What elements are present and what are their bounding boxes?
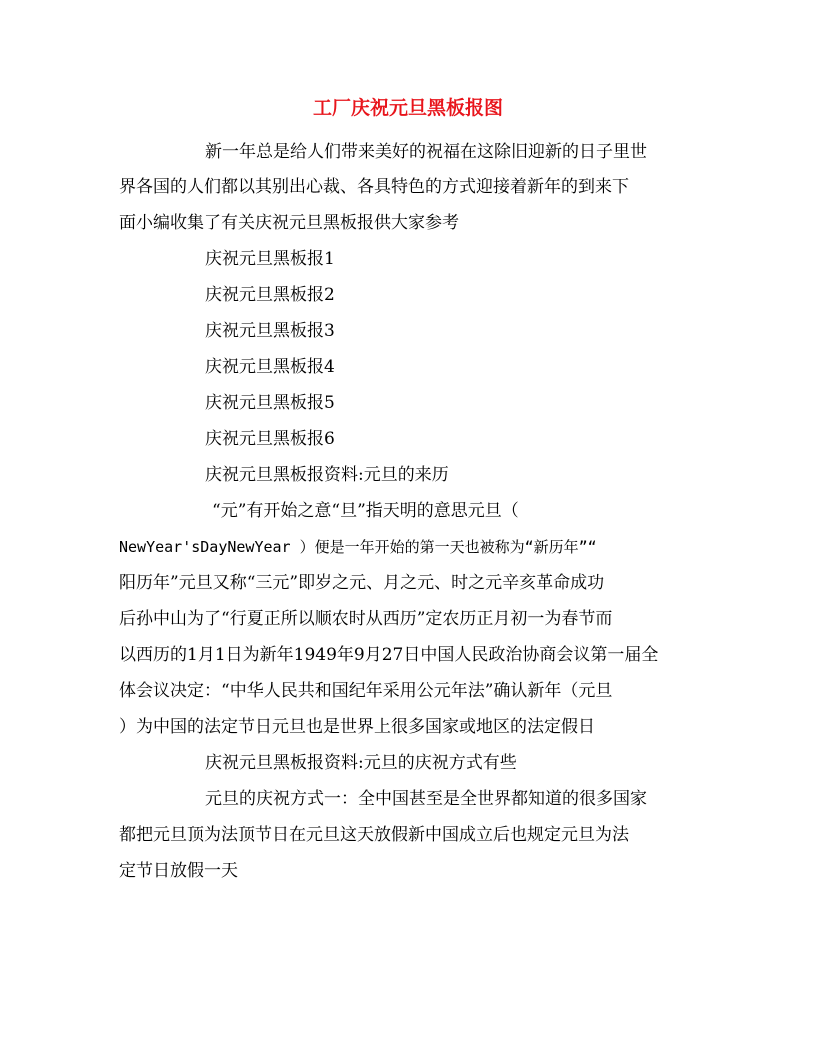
- list-item: 庆祝元旦黑板报6: [205, 429, 335, 449]
- origin-line-3: 阳历年”元旦又称“三元”即岁之元、月之元、时之元辛亥革命成功: [119, 573, 605, 593]
- section-heading-origin: 庆祝元旦黑板报资料:元旦的来历: [205, 465, 449, 485]
- list-item: 庆祝元旦黑板报4: [205, 357, 335, 377]
- section-heading-celebration: 庆祝元旦黑板报资料:元旦的庆祝方式有些: [205, 753, 517, 773]
- list-item: 庆祝元旦黑板报2: [205, 285, 335, 305]
- list-item: 庆祝元旦黑板报5: [205, 393, 335, 413]
- origin-line-1: “元”有开始之意“旦”指天明的意思元旦（: [212, 501, 519, 521]
- origin-line-2: NewYear'sDayNewYear ）便是一年开始的第一天也被称为“新历年”“: [119, 538, 597, 556]
- intro-line-3: 面小编收集了有关庆祝元旦黑板报供大家参考: [119, 213, 459, 233]
- origin-line-6: 体会议决定：“中华人民共和国纪年采用公元年法”确认新年（元旦: [119, 681, 613, 701]
- list-item: 庆祝元旦黑板报1: [205, 249, 335, 269]
- list-item: 庆祝元旦黑板报3: [205, 321, 335, 341]
- celebration-line-3: 定节日放假一天: [119, 861, 238, 881]
- intro-line-2: 界各国的人们都以其别出心裁、各具特色的方式迎接着新年的到来下: [119, 177, 629, 197]
- celebration-line-1: 元旦的庆祝方式一：全中国甚至是全世界都知道的很多国家: [205, 789, 647, 809]
- celebration-line-2: 都把元旦顶为法顶节日在元旦这天放假新中国成立后也规定元旦为法: [119, 825, 629, 845]
- origin-line-4: 后孙中山为了“行夏正所以顺农时从西历”定农历正月初一为春节而: [119, 609, 613, 629]
- document-title: 工厂庆祝元旦黑板报图: [312, 97, 503, 119]
- origin-line-7: ）为中国的法定节日元旦也是世界上很多国家或地区的法定假日: [119, 717, 595, 737]
- intro-line-1: 新一年总是给人们带来美好的祝福在这除旧迎新的日子里世: [205, 142, 647, 162]
- origin-line-5: 以西历的1月1日为新年1949年9月27日中国人民政治协商会议第一届全: [119, 645, 659, 665]
